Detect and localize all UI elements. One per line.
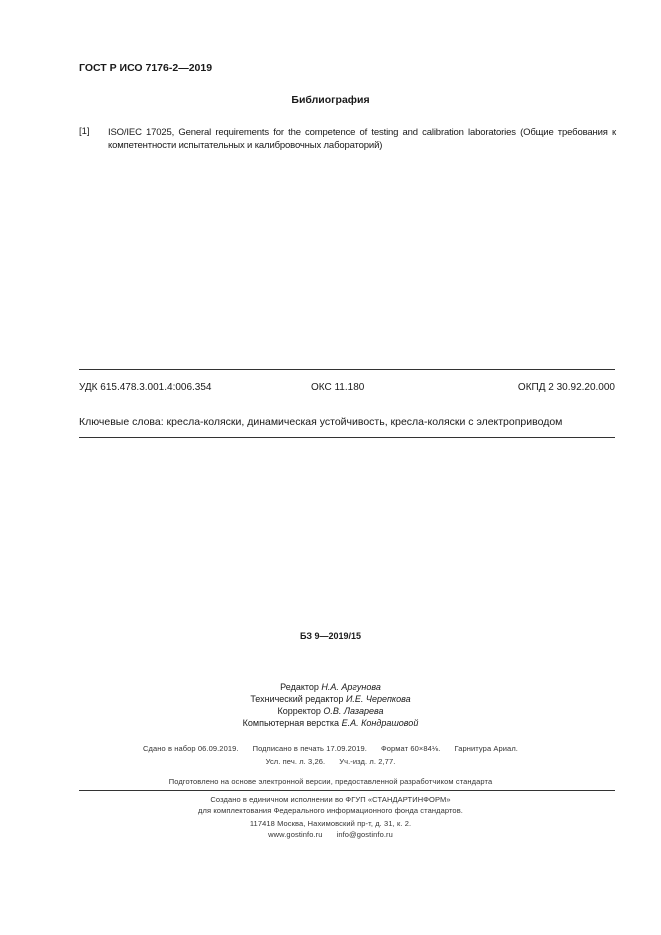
staff-name: Е.А. Кондрашовой	[341, 718, 419, 728]
staff-role: Компьютерная верстка	[242, 718, 340, 728]
print-info-line1	[0, 744, 661, 753]
staff-role: Корректор	[277, 706, 321, 716]
staff-corrector	[0, 706, 661, 716]
staff-role: Редактор	[280, 682, 319, 692]
paper-format: Формат 60×84⅛.	[380, 744, 441, 753]
divider-top	[79, 369, 615, 370]
oks-code: ОКС 11.180	[311, 382, 365, 393]
standard-designation: ГОСТ Р ИСО 7176-2—2019	[79, 62, 213, 74]
website-link[interactable]: www.gostinfo.ru	[268, 830, 323, 839]
okpd-code: ОКПД 2 30.92.20.000	[517, 382, 615, 393]
staff-name: И.Е. Черепкова	[345, 694, 411, 704]
publisher-contacts	[0, 830, 661, 839]
staff-role: Технический редактор	[250, 694, 344, 704]
keywords: Ключевые слова: кресла-коляски, динамическая устойчивость, кресла-коляски с электроприводом	[79, 416, 563, 428]
prepared-note: Подготовлено на основе электронной версии, предоставленной разработчиком стандарта	[168, 777, 493, 786]
staff-tech-editor	[0, 694, 661, 704]
bz-number: БЗ 9—2019/15	[299, 631, 362, 641]
publishing-sheets: Уч.-изд. л. 2,77.	[339, 757, 396, 766]
staff-layout	[0, 718, 661, 728]
staff-name: О.В. Лазарева	[323, 706, 384, 716]
submitted-date: Сдано в набор 06.09.2019.	[142, 744, 239, 753]
print-info-line2	[0, 757, 661, 766]
typeface: Гарнитура Ариал.	[454, 744, 518, 753]
udk-code: УДК 615.478.3.001.4:006.354	[79, 382, 212, 393]
publisher-address: 117418 Москва, Нахимовский пр-т, д. 31, к. 2.	[249, 819, 412, 828]
email-link[interactable]: info@gostinfo.ru	[336, 830, 393, 839]
staff-name: Н.А. Аргунова	[321, 682, 381, 692]
divider-bottom	[79, 790, 615, 791]
bibliography-item-text: ISO/IEC 17025, General requirements for the competence of testing and calibration laboratories (Общие требования к компетентности испытательных и калибровочных лабораторий)	[108, 127, 616, 151]
publisher-line2: для комплектования Федерального информационного фонда стандартов.	[198, 806, 463, 815]
divider-keywords	[79, 437, 615, 438]
staff-editor	[0, 682, 661, 692]
publisher-line1: Создано в единичном исполнении во ФГУП «СТАНДАРТИНФОРМ»	[210, 795, 451, 804]
signed-date: Подписано в печать 17.09.2019.	[252, 744, 367, 753]
bibliography-item-number: [1]	[79, 126, 90, 137]
printed-sheets: Усл. печ. л. 3,26.	[265, 757, 326, 766]
bibliography-title: Библиография	[291, 94, 370, 106]
